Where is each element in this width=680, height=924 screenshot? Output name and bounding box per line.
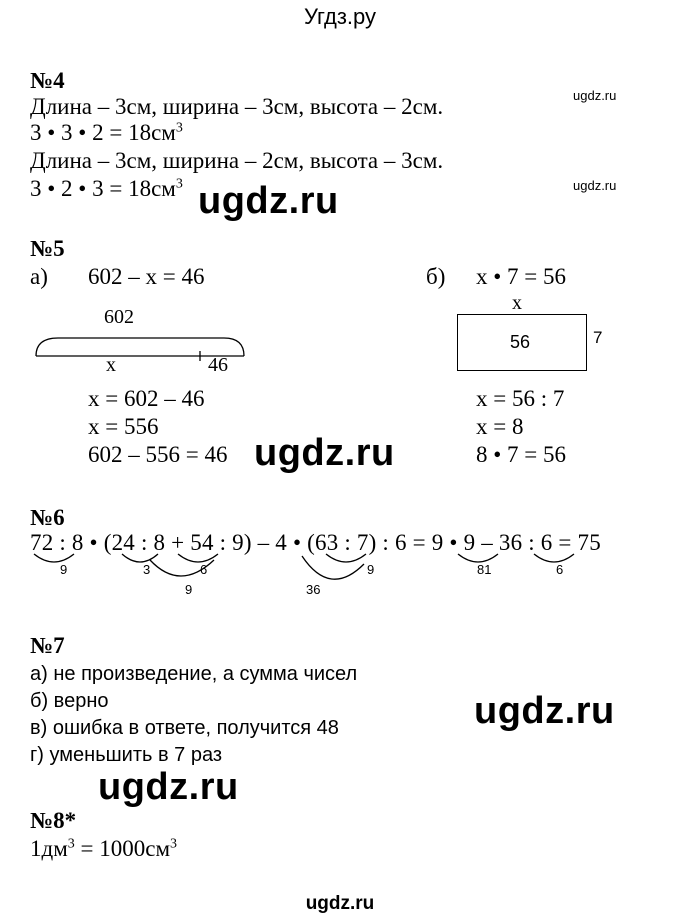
task5a-check: 602 – 556 = 46 xyxy=(88,442,228,467)
watermark-big-3: ugdz.ru xyxy=(474,690,615,732)
task6-note-1: 9 xyxy=(60,562,68,577)
task7-item-c: в) ошибка в ответе, получится 48 xyxy=(30,717,339,739)
task6-note-6: 9 xyxy=(367,562,375,577)
task6-expression: 72 : 8 • (24 : 8 + 54 : 9) – 4 • (63 : 7) : 6 = 9 • 9 – 36 : 6 = 75 xyxy=(30,530,601,555)
task5a-label: а) xyxy=(30,264,48,289)
arc-7 xyxy=(458,554,498,562)
task4-calc2: 3 • 2 • $3 = 18см^3$ xyxy=(30,176,183,201)
task4-title: №4 xyxy=(30,68,65,93)
segment-total-label: 602 xyxy=(104,306,134,328)
task5a-step1: x = 602 – 46 xyxy=(88,386,205,411)
arc-1 xyxy=(34,554,74,562)
task7-item-a: а) не произведение, а сумма чисел xyxy=(30,663,358,685)
segment-part-label: 46 xyxy=(208,354,228,376)
task6-note-2: 3 xyxy=(143,562,151,577)
rect-top-label: x xyxy=(512,292,522,314)
task6-note-4: 9 xyxy=(185,582,193,597)
task5b-step2: x = 8 xyxy=(476,414,524,439)
task6-note-3: 6 xyxy=(200,562,208,577)
page-title: Угдз.ру xyxy=(303,4,377,29)
watermark-big-1: ugdz.ru xyxy=(198,180,339,222)
task5a-equation: 602 – x = 46 xyxy=(88,264,205,289)
task7-item-d: г) уменьшить в 7 раз xyxy=(30,744,223,766)
task5a-step2: x = 556 xyxy=(88,414,159,439)
watermark-big-2: ugdz.ru xyxy=(254,432,395,474)
rect-area-label: 56 xyxy=(510,332,531,352)
task8-equation: $1дм^3 = 1000см^3$ xyxy=(30,836,177,861)
task5b-equation: x • 7 = 56 xyxy=(476,264,567,289)
task4-calc1: 3 • 3 • $2 = 18см^3$ xyxy=(30,120,183,145)
watermark-small-2: ugdz.ru xyxy=(573,178,617,193)
task6-title: №6 xyxy=(30,505,65,530)
task5-title: №5 xyxy=(30,236,65,261)
task6-note-7: 81 xyxy=(477,562,492,577)
task4-line1: Длина – 3см, ширина – 3см, высота – 2см. xyxy=(30,94,444,119)
task6-note-8: 6 xyxy=(556,562,564,577)
task6-note-5: 36 xyxy=(306,582,321,597)
arc-8 xyxy=(534,554,574,562)
task5b-label: б) xyxy=(426,264,446,289)
arc-6 xyxy=(302,556,364,579)
task7-item-b: б) верно xyxy=(30,690,109,712)
task4-line2: Длина – 3см, ширина – 2см, высота – 3см. xyxy=(30,148,444,173)
arc-3 xyxy=(178,554,218,562)
footer-watermark: ugdz.ru xyxy=(305,893,375,914)
watermark-small-1: ugdz.ru xyxy=(573,88,617,103)
task7-title: №7 xyxy=(30,633,65,658)
arc-2 xyxy=(122,554,158,562)
watermark-big-4: ugdz.ru xyxy=(98,766,239,808)
task8-title: №8* xyxy=(30,808,77,833)
segment-x-label: x xyxy=(106,354,116,376)
arc-5 xyxy=(326,554,366,562)
rect-side-label: 7 xyxy=(593,328,603,347)
task5b-check: 8 • 7 = 56 xyxy=(476,442,567,467)
task5b-step1: x = 56 : 7 xyxy=(476,386,565,411)
